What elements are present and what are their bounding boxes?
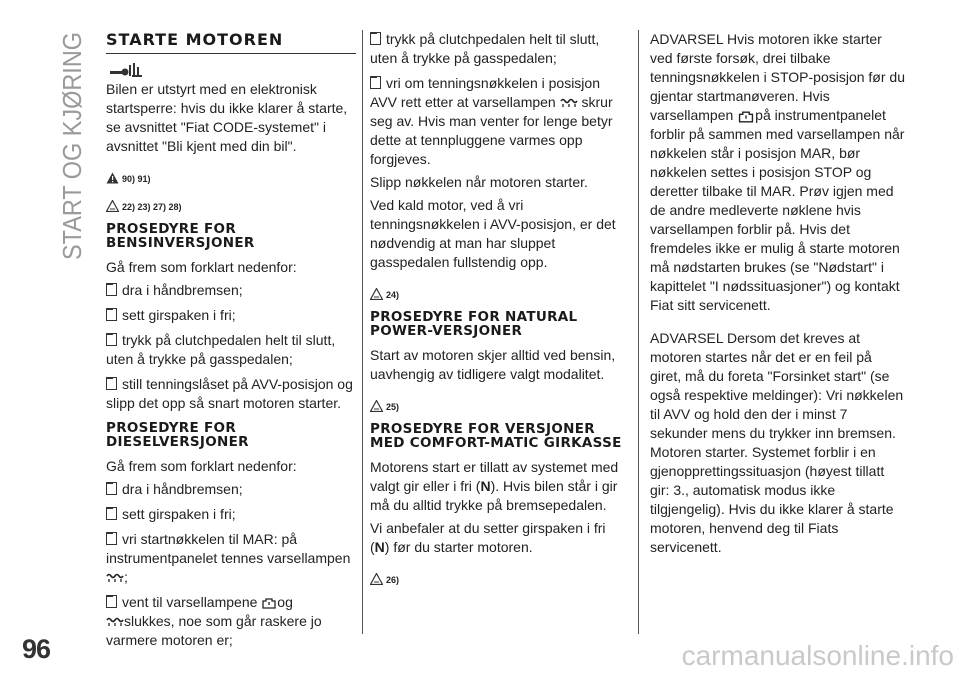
list-item: trykk på clutchpedalen helt til slutt, uten å trykke på gasspedalen; <box>106 332 336 367</box>
column-2 <box>370 30 625 595</box>
bullet-icon <box>106 333 117 346</box>
column-1 <box>106 30 356 656</box>
side-title-text: START OG KJØRING <box>57 30 87 260</box>
engine-warning-icon <box>737 109 755 124</box>
bullet-icon <box>106 482 117 495</box>
chapter-side-title <box>51 30 91 260</box>
key-icon <box>108 62 356 78</box>
bullet-icon <box>106 377 117 390</box>
list-item: sett girspaken i fri; <box>106 505 356 524</box>
bullet-icon <box>370 32 381 45</box>
warning-paragraph: ADVARSEL Hvis motoren ikke starter ved første forsøk, drei tilbake tenningsnøkkelen i STOP-posisjon før du gjentar startmanøveren. Hvis varsellampen på instrumentpanelet forblir på sammen med varsellampen når nøkkelen står i posisjon MAR, bør nøkkelen settes i posisjon STOP og deretter tilbake til MAR. Prøv igjen med de andre medleverte nøklene hvis varsellampen forblir på. Hvis det fremdeles ikke er mulig å starte motoren må nødstarten brukes (se "Nødstart" i kapittelet "I nødssituasjoner") og kontakt Fiat sitt servicenett. <box>650 31 905 313</box>
caution-ref: 24) <box>370 278 625 300</box>
caution-icon <box>370 573 383 585</box>
list-item: dra i håndbremsen; <box>106 281 356 300</box>
watermark: carmanualsonline.info <box>681 640 954 671</box>
warning-icon <box>106 172 119 184</box>
bullet-icon <box>370 76 381 89</box>
bullet-icon <box>106 308 117 321</box>
list-item: dra i håndbremsen; <box>106 480 356 499</box>
bullet-icon <box>106 532 117 545</box>
intro-text: Bilen er utstyrt med en elektronisk startsperre: hvis du ikke klarer å starte, se avsnittet "Fiat CODE-systemet" i avsnittet "Bli kjent med din bil". <box>106 81 348 154</box>
column-divider <box>362 30 363 634</box>
caution-icon <box>106 200 119 212</box>
paragraph: Vi anbefaler at du setter girspaken i fri (N) før du starter motoren. <box>370 520 606 555</box>
caution-icon <box>370 400 383 412</box>
section-title-diesel: PROSEDYRE FOR DIESELVERSJONER <box>106 420 249 450</box>
page-number: 96 <box>22 634 51 664</box>
column-divider <box>638 30 639 634</box>
column-3 <box>650 30 906 561</box>
glow-plug-icon <box>106 573 124 583</box>
warning-ref: 90) 91) <box>106 162 356 184</box>
list-item: vri om tenningsnøkkelen i posisjon AVV rett etter at varsellampen skrur seg av. Hvis man venter for lenge betyr dette at tennpluggene varmes opp forgjeves. <box>370 75 613 167</box>
engine-warning-icon <box>261 596 277 610</box>
bullet-icon <box>106 507 117 520</box>
list-item: vent til varsellampene og slukkes, noe som går raskere jo varmere motoren er; <box>106 594 322 648</box>
warning-paragraph: ADVARSEL Dersom det kreves at motoren startes når det er en feil på giret, må du foreta "Forsinket start" (se også respektive meldinger): Vri nøkkelen til AVV og hold den der i minst 7 sekunder mens du trykker inn bremsen. Motoren starter. Systemet forblir i en gjenopprettingssituasjon (høyest tillatt gir: 3., automatisk modus ikke tilgjengelig). Hvis du ikke klarer å starte motoren, henvend deg til Fiats servicenett. <box>650 330 904 555</box>
paragraph: Ved kald motor, ved å vri tenningsnøkkelen i AVV-posisjon, er det nødvendig at man har sluppet gasspedalen fullstendig opp. <box>370 197 616 270</box>
paragraph: Start av motoren skjer alltid ved bensin, uavhengig av tidligere valgt modalitet. <box>370 347 616 382</box>
glow-plug-icon <box>560 98 578 108</box>
bullet-icon <box>106 283 117 296</box>
section-title-comfort-matic: PROSEDYRE FOR VERSJONER MED COMFORT-MATIC GIRKASSE <box>370 421 622 451</box>
list-item: trykk på clutchpedalen helt til slutt, uten å trykke på gasspedalen; <box>370 31 600 66</box>
bullet-icon <box>106 595 117 608</box>
glow-plug-icon <box>106 617 124 627</box>
list-item: still tenningslåset på AVV-posisjon og slipp det opp så snart motoren starter. <box>106 376 353 411</box>
petrol-lead: Gå frem som forklart nedenfor: <box>106 259 297 275</box>
section-title-natural-power: PROSEDYRE FOR NATURAL POWER-VERSJONER <box>370 309 578 339</box>
list-item: vri startnøkkelen til MAR: på instrumentpanelet tennes varsellampen ; <box>106 531 351 585</box>
paragraph: Motorens start er tillatt av systemet med valgt gir eller i fri (N). Hvis bilen står i gir må du alltid trykke på bremsepedalen. <box>370 459 619 513</box>
paragraph: Slipp nøkkelen når motoren starter. <box>370 174 588 190</box>
caution-ref: 25) <box>370 390 625 412</box>
caution-icon <box>370 288 383 300</box>
caution-ref: 26) <box>370 563 625 585</box>
page-title: STARTE MOTOREN <box>106 30 356 54</box>
list-item: sett girspaken i fri; <box>106 306 356 325</box>
section-title-petrol: PROSEDYRE FOR BENSINVERSJONER <box>106 221 255 251</box>
diesel-lead: Gå frem som forklart nedenfor: <box>106 458 297 474</box>
caution-ref: 22) 23) 27) 28) <box>106 190 356 212</box>
